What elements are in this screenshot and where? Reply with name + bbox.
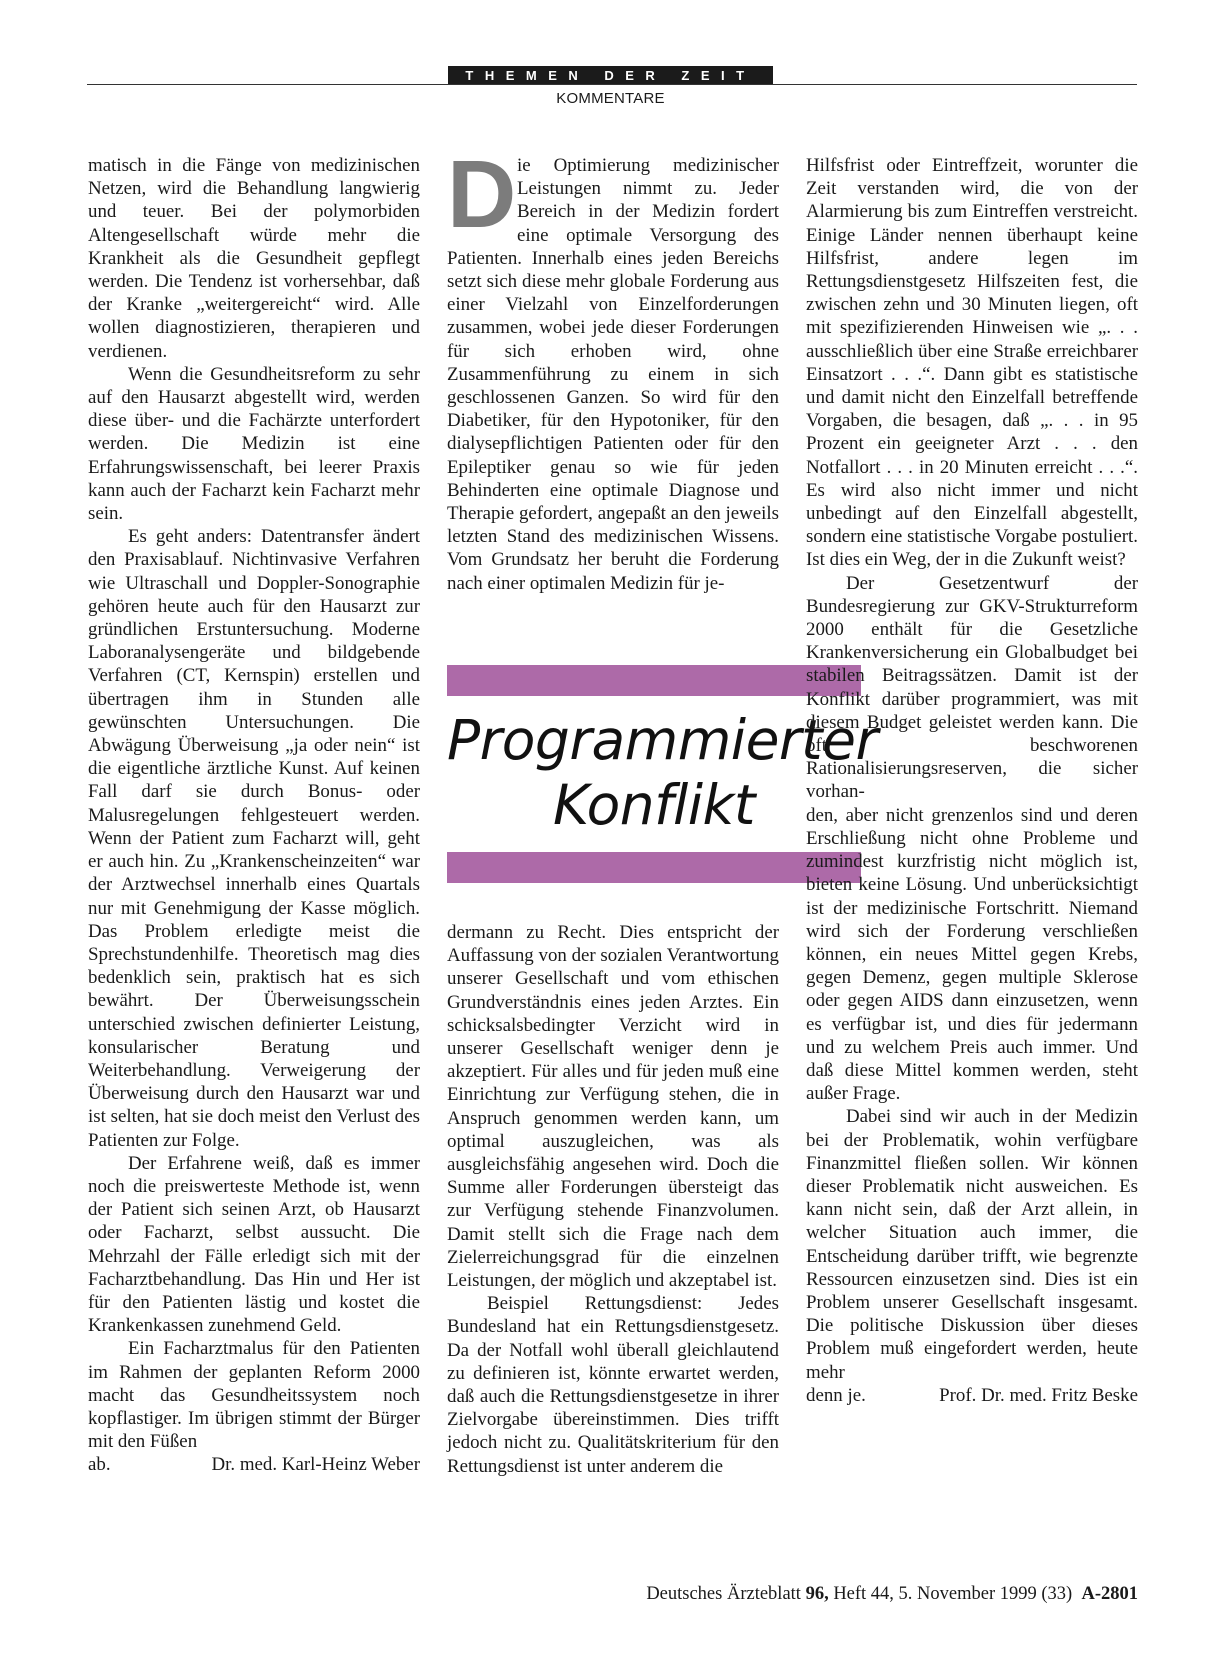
dropcap: D <box>447 141 517 248</box>
header-rule <box>87 84 1137 85</box>
title-line-2: Konflikt <box>553 773 755 837</box>
title-bar-bottom <box>447 852 861 883</box>
col3-paragraph-3: Dabei sind wir auch in der Medizin bei der Problematik, wohin verfügbare Finanzmittel fließen sollen. Wir können dieser Problematik nicht ausweichen. Es kann nicht sein, daß der Arzt allein, in welcher Situation auch immer, die Entscheidung darüber trifft, wie begrenzte Ressourcen einzusetzen sind. Dies ist ein Problem unserer Gesellschaft insgesamt. Die politische Diskussion über dieses Problem muß eingefordert werden, heute mehr <box>806 1106 1138 1383</box>
footer-volume: 96, <box>805 1584 829 1604</box>
col1-paragraph-4: Der Erfahrene weiß, daß es immer noch die preiswerteste Methode ist, wenn der Patient sich seinen Arzt, ob Hausarzt oder Facharzt, selbst aussucht. Die Mehrzahl der Fälle erledigt sich mit der Facharztbehandlung. Das Hin und Her ist für den Patienten lästig und kostet die Krankenkassen zunehmend Geld. <box>88 1152 420 1337</box>
article-title-block <box>447 665 878 883</box>
article-title <box>447 708 878 838</box>
footer-issue: Heft 44, 5. November 1999 (33) <box>833 1584 1073 1604</box>
col3-signature-line <box>806 1384 1138 1407</box>
col1-paragraph-1: matisch in die Fänge von medizinischen Netzen, wird die Behandlung langwierig und teuer. Bei der polymorbiden Altengesellschaft würde mehr die Krankheit als die Gesundheit gepflegt werden. Die Tendenz ist vorhersehbar, daß der Kranke „weitergereicht“ wird. Alle wollen diagnostizieren, therapieren und verdienen. <box>88 155 420 362</box>
column-2-top <box>447 141 779 595</box>
col1-paragraph-5: Ein Facharztmalus für den Patienten im Rahmen der geplanten Reform 2000 macht das Gesundheitssystem noch kopflastiger. Im übrigen stimmt der Bürger mit den Füßen <box>88 1338 420 1453</box>
title-bar-top <box>447 665 861 696</box>
footer-page-number: A-2801 <box>1081 1584 1138 1604</box>
col1-signature-line <box>88 1453 420 1476</box>
col3-paragraph-2-wide: den, aber nicht grenzenlos sind und deren Erschließung nicht ohne Probleme und zumindest kurzfristig nicht möglich ist, bieten keine Lösung. Und unberücksichtigt ist der medizinische Fortschritt. Niemand wird sich der Forderung verschließen können, ein neues Mittel gegen Krebs, gegen Demenz, gegen multiple Sklerose oder gegen AIDS dann einzusetzen, wenn es verfügbar ist, und dies für jedermann und zu welchem Preis auch immer. Und daß diese Mittel kommen werden, steht außer Frage. <box>806 804 1138 1105</box>
author-beske: Prof. Dr. med. Fritz Beske <box>939 1384 1138 1406</box>
col2-paragraph-3: Beispiel Rettungsdienst: Jedes Bundesland hat ein Rettungsdienstgesetz. Da der Notfall wohl überall gleichlautend zu definieren ist, könnte erwartet werden, daß auch die Rettungsdienstgesetze in ihrer Zielvorgabe übereinstimmen. Dies trifft jedoch nicht zu. Qualitätskriterium für den Rettungsdienst ist unter anderem die <box>447 1293 779 1477</box>
author-weber: Dr. med. Karl-Heinz Weber <box>211 1454 420 1476</box>
page-footer <box>560 1584 1138 1605</box>
column-3 <box>806 154 1138 1407</box>
col2-intro-text: ie Optimierung medizinischer Leistungen nimmt zu. Jeder Bereich in der Medizin fordert eine optimale Versorgung des Patienten. Innerhalb eines jeden Bereichs setzt sich diese mehr globale Forderung aus einer Vielzahl von Einzelforderungen zusammen, wobei jede dieser Forderungen für sich erhoben wird, ohne Zusammenführung zu einem in sich geschlossenen Ganzen. So wird für den Diabetiker, für den Hypotoniker, für den dialysepflichtigen Patienten oder für den Epileptiker genau so wie für jeden Behinderten eine optimale Diagnose und Therapie gefordert, angepaßt an den jeweils letzten Stand des medizinischen Wissens. Vom Grundsatz her beruht die Forderung nach einer optimalen Medizin für je- <box>447 155 779 594</box>
column-1 <box>88 154 420 1477</box>
subsection-header: KOMMENTARE <box>556 90 665 107</box>
col3-paragraph-2-narrow: Der Gesetzentwurf der Bundesregierung zur GKV-Strukturreform 2000 enthält für die Gesetzliche Krankenversicherung ein Globalbudget bei stabilen Beitragssätzen. Damit ist der Konflikt darüber programmiert, was mit diesem Budget geleistet werden kann. Die oft beschworenen Rationalisierungsreserven, die sicher vorhan- <box>806 572 1138 803</box>
section-header: THEMEN DER ZEIT <box>448 66 773 85</box>
col3-last-words: denn je. <box>806 1384 866 1406</box>
col2-intro-paragraph <box>447 141 779 595</box>
col2-paragraph-2: dermann zu Recht. Dies entspricht der Auffassung von der sozialen Verantwortung unserer Gesellschaft und vom ethischen Grundverständnis eines jeden Arztes. Ein schicksalsbedingter Verzicht wird in unserer Gesellschaft weniger denn je akzeptiert. Für alles und für jeden muß eine Einrichtung zur Verfügung stehen, die in Anspruch genommen werden kann, um optimal auszugleichen, was als ausgleichsfähig angesehen wird. Doch die Summe aller Forderungen übersteigt das zur Verfügung stehende Finanzvolumen. Damit stellt sich die Frage nach dem Zielerreichungsgrad für die einzelnen Leistungen, der möglich und akzeptabel ist. <box>447 922 779 1292</box>
col3-paragraph-1: Hilfsfrist oder Eintreffzeit, worunter die Zeit verstanden wird, die von der Alarmierung bis zum Eintreffen verstreicht. Einige Länder nennen überhaupt keine Hilfsfrist, andere legen im Rettungsdienstgesetz Hilfszeiten fest, die zwischen zehn und 30 Minuten liegen, oft mit spezifizierenden Hinweisen wie „. . . ausschließlich über eine Straße erreichbarer Einsatzort . . .“. Dann gibt es statistische und damit nicht den Einzelfall betreffende Vorgaben, die besagen, daß „. . . in 95 Prozent ein geeigneter Arzt . . . den Notfallort . . . in 20 Minuten erreicht . . .“. Es wird also nicht immer und nicht unbedingt auf den Einzelfall abgestellt, sondern eine statistische Vorgabe postuliert. Ist dies ein Weg, der in die Zukunft weist? <box>806 155 1138 571</box>
title-line-1: Programmierter <box>447 708 878 772</box>
column-2-bottom <box>447 921 779 1478</box>
col1-last-word: ab. <box>88 1454 111 1476</box>
footer-journal: Deutsches Ärzteblatt <box>646 1584 801 1604</box>
col1-paragraph-3: Es geht anders: Datentransfer ändert den Praxisablauf. Nichtinvasive Verfahren wie Ultraschall und Doppler-Sonographie gehören heute auch für den Hausarzt zur gründlichen Erstuntersuchung. Moderne Laboranalysengeräte und bildgebende Verfahren (CT, Kernspin) erstellen und übertragen ihm in Stunden alle gewünschten Untersuchungen. Die Abwägung Überweisung „ja oder nein“ ist die eigentliche ärztliche Kunst. Auf keinen Fall darf sie durch Bonus- oder Malusregelungen fehlgesteuert werden. Wenn der Patient zum Facharzt will, geht er auch hin. Zu „Krankenscheinzeiten“ war der Arztwechsel innerhalb eines Quartals nur mit Genehmigung der Kasse möglich. Das Problem erledigte meist die Sprechstundenhilfe. Theoretisch mag dies bedenklich sein, praktisch hat es sich bewährt. Der Überweisungsschein unterschied zwischen definierter Leistung, konsularischer Beratung und Weiterbehandlung. Verweigerung der Überweisung durch den Hausarzt war und ist selten, hat sie doch meist den Verlust des Patienten zur Folge. <box>88 526 420 1151</box>
col1-paragraph-2: Wenn die Gesundheitsreform zu sehr auf den Hausarzt abgestellt wird, werden diese über- und die Fachärzte unterfordert werden. Die Medizin ist eine Erfahrungswissenschaft, bei leerer Praxis kann auch der Facharzt kein Facharzt mehr sein. <box>88 363 420 525</box>
